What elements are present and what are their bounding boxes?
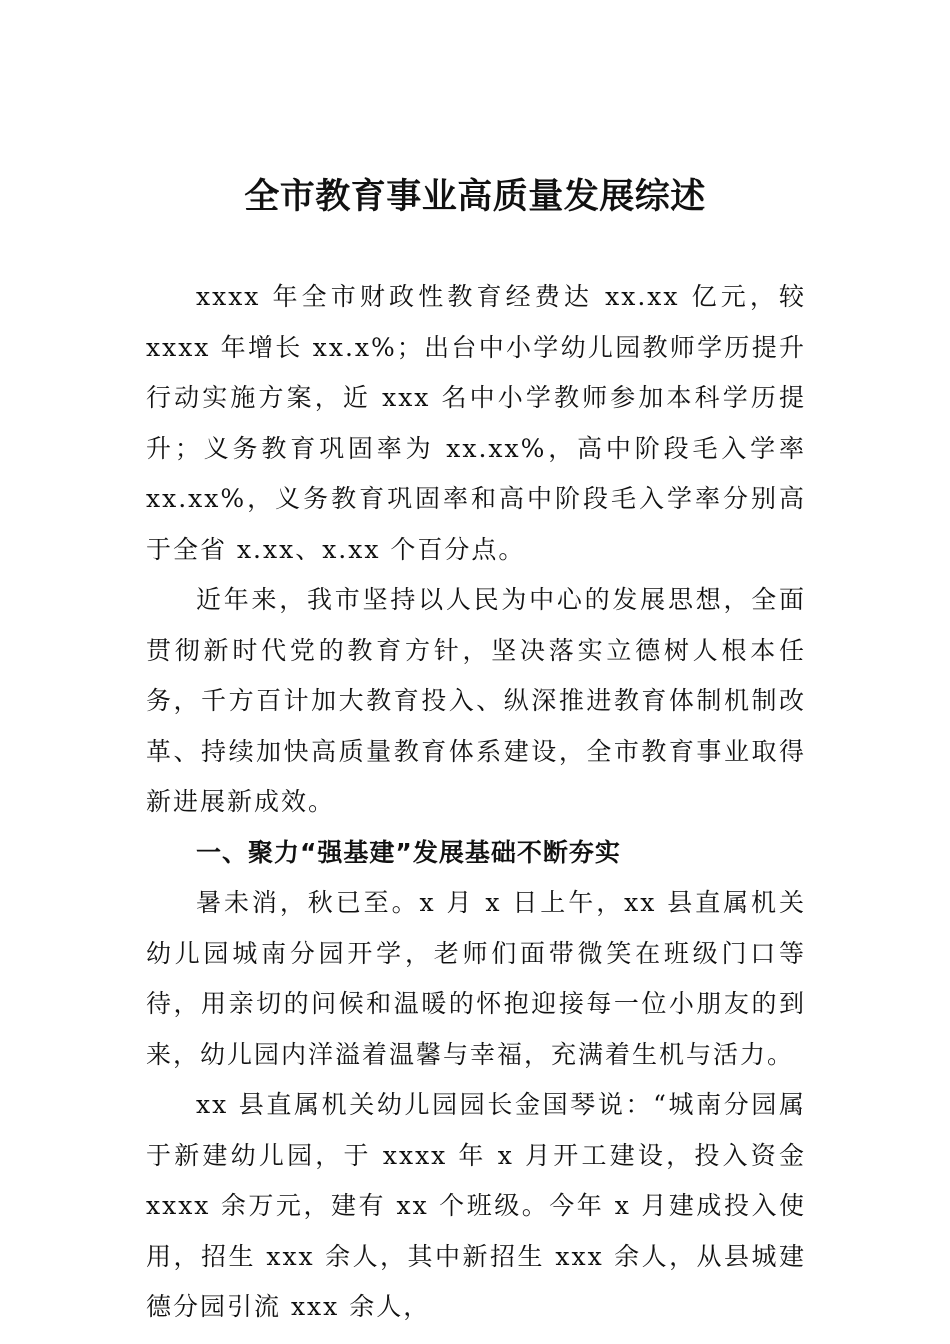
paragraph-kindergarten-opening: 暑未消，秋已至。x 月 x 日上午，xx 县直属机关幼儿园城南分园开学，老师们面带微笑在班级门口等待，用亲切的问候和温暖的怀抱迎接每一位小朋友的到来，幼儿园内洋溢着温馨与幸福，充满着生机与活力。 <box>146 888 806 1069</box>
paragraph-summary: xxxx 年全市财政性教育经费达 xx.xx 亿元，较 xxxx 年增长 xx.x%；出台中小学幼儿园教师学历提升行动实施方案，近 xxx 名中小学教师参加本科学历提升；义务教育巩固率为 xx.xx%，高中阶段毛入学率 xx.xx%，义务教育巩固率和高中阶段毛入学率分别高于全省 x.xx、x.xx 个百分点。 <box>146 282 806 564</box>
document-body <box>146 272 806 1333</box>
paragraph-director-quote: xx 县直属机关幼儿园园长金国琴说：“城南分园属于新建幼儿园，于 xxxx 年 x 月开工建设，投入资金 xxxx 余万元，建有 xx 个班级。今年 x 月建成投入使用，招生 xxx 余人，其中新招生 xxx 余人，从县城建德分园引流 xxx 余人， <box>146 1090 806 1321</box>
document-title: 全市教育事业高质量发展综述 <box>244 176 706 217</box>
paragraph-intro: 近年来，我市坚持以人民为中心的发展思想，全面贯彻新时代党的教育方针，坚决落实立德树人根本任务，千方百计加大教育投入、纵深推进教育体制机制改革、持续加快高质量教育体系建设，全市教育事业取得新进展新成效。 <box>146 585 806 816</box>
section-heading-1: 一、聚力“强基建”发展基础不断夯实 <box>196 837 621 867</box>
